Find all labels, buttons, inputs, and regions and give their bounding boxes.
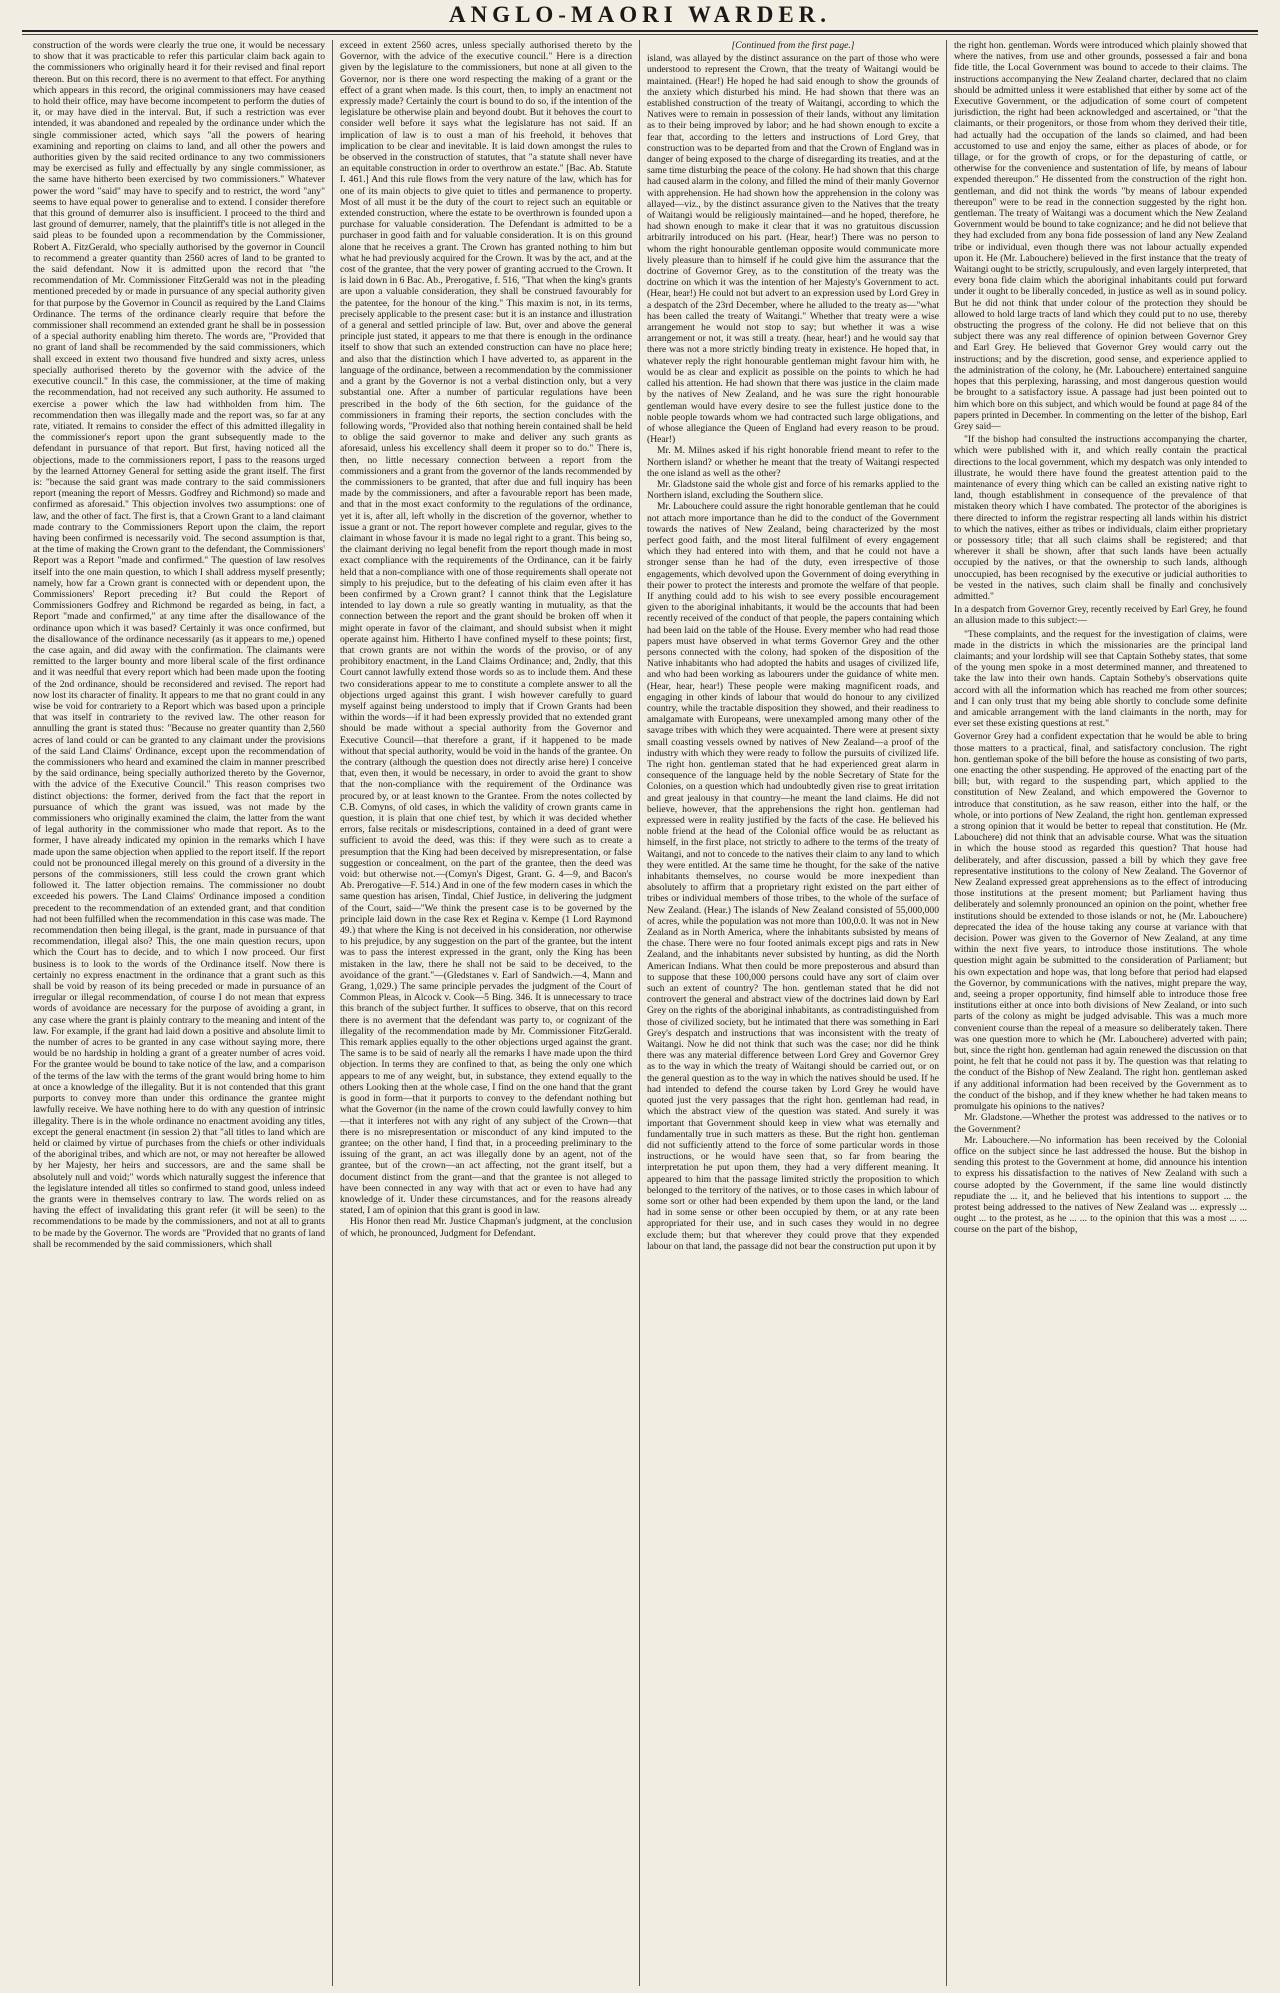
quotation: "If the bishop had consulted the instructions accompanying the charter, which were published with it, and which really contain the practical directions to the local government, which my despatch was only intended to illustrate, he would there have found the greatest attention paid to the maintenance of every thing which can be called an existing native right to land, though establishment in consequence of the prevalence of that mistaken theory which I have combated. The protector of the aborigines is there directed to inform the registrar respecting all lands within his district to which the natives, either as tribes or individuals, claim either proprietary or possessory title; that all such claims shall be registered; and that wherever it shall be shown, after that such lands have been actually occupied by the natives, or that the ownership to such lands, although unoccupied, has been recognised by the executive or judicial authorities to be vested in the natives, such claim shall be finally and conclusively admitted." (954, 434, 1247, 602)
masthead-rule (22, 30, 1258, 32)
column-2 (333, 40, 640, 1986)
paragraph: construction of the words were clearly the true one, it would be necessary to show that it was practicable to refer this particular claim back again to the commissioners who originally heard it for their revised and final report thereon. But on this record, there is no averment to that effect. For anything which appears in this record, the original commissioners may have ceased to hold their office, may have become incompetent to perform the duties of it, or may have died in the interval. But, if such a restriction was ever intended, it was abandoned and repealed by the ordinance under which the single commissioner acted, which says "all the powers of hearing examining and reporting on claims to land, and all other the powers and authorities given by the said recited ordinance to any two commissioners may be exercised as fully and effectually by any single commissioner, as the same have hitherto been exercised by two commissioners." Whatever power the word "said" may have to specify and to restrict, the word "any" seems to have equal power to generalise and to extend. I consider therefore that this ground of demurrer also is insufficient. I proceed to the third and last ground of demurrer, namely, that the plaintiff's title is not alleged in the said pleas to be founded upon a recommendation by the Commissioner, Robert A. FitzGerald, who specially authorised by the governor in Council to recommend a greater quantity than 2560 acres of land to be granted to the said defendant. Now it is admitted upon the record that "the recommendation of Mr. Commissioner FitzGerald was not in the pleading mentioned preceded by or made in pursuance of any special authority given for that purpose by the Governor in Council as required by the Land Claims Ordinance. The terms of the ordinance clearly require that before the commissioner shall recommend an extended grant he shall be in possession of a special authority enabling him thereto. The words are, "Provided that no grant of land shall be recommended by the said commissioners, which shall exceed in extent two thousand five hundred and sixty acres, unless specially authorised thereto by the governor with the advice of the executive council." In this case, the commissioner, at the time of making the recommendation, had not received any such authority. He assumed to exercise a power which the law had withholden from him. The recommendation then was illegally made and the report was, so far at any rate, vitiated. It remains to consider the effect of this admitted illegality in the commissioner's report upon the grant subsequently made to the defendant in pursuance of that report. But first, having noticed all the objections, made to the commissioners report, I pass to the reasons urged by the learned Attorney General for setting aside the grant itself. The first is: "because the said grant was made contrary to the said commissioners report (meaning the report of Messrs. Godfrey and Richmond) so made and confirmed as aforesaid." This objection involves two assumptions: one of law, and the other of fact. The first is, that a Crown Grant to a land claimant made contrary to the Commissioners Report upon the claim, the report having been confirmed is necessarily void. The second assumption is that, at the time of making the Crown grant to the defendant, the Commissioners' Report was a Report "made and confirmed." The question of law resolves itself into the one main question, to which I shall address myself presently; namely, how far a Crown grant is connected with or dependent upon, the Commissioners' Report preceding it? But could the Report of Commissioners Godfrey and Richmond be regarded as being, in fact, a Report "made and confirmed," at any time after the disallowance of the ordinance upon which it was based? Certainly it was once confirmed, but the disallowance of the ordinance necessarily (as it appears to me,) opened the case again, and did away with the confirmation. The claimants were remitted to the larger bounty and more liberal scale of the first ordinance and it was needful that every report which had been made upon the footing of the 2nd ordinance, should be reconsidered and revised. The report had now lost its character of finality. It appears to me that no grant could in any wise be void for contrariety to a Report which was based upon a principle that was itself in contrariety to the revived law. The other reason for annulling the grant is stated thus: "Because no greater quantity than 2,560 acres of land could or can be granted to any claimant under the provisions of the said Land Claims' Ordinance, except upon the recommendation of the commissioners who heard and examined the claim in manner prescribed by the said ordinance, being specially authorized thereto by the Governor, with the advice of the Executive Council." This reason comprises two distinct objections: the former, derived from the fact that the report in pursuance of which the grant was issued, was not made by the commissioners who originally examined the claim, the latter from the want of legal authority in the commissioner who made that report. As to the former, I have already indicated my opinion in the remarks which I have made upon the same objection when applied to the report itself. If the report could not be pronounced illegal merely on this ground of a diversity in the persons of the commissioners, still less could the crown grant which followed it. The latter objection remains. The commissioner no doubt exceeded his powers. The Land Claims' Ordinance imposed a condition precedent to the recommendation of an extended grant, and that condition had not been fulfilled when the recommendation in this case was made. The recommendation then being illegal, is the grant, made in pursuance of that recommendation, illegal also? This, the one main question recurs, upon which the Court has to decide, and to which I now proceed. Our first business is to look to the words of the Ordinance itself. Now there is certainly no express enactment in the ordinance that a grant such as this shall be void by reason of its being preceded or made in pursuance of an irregular or illegal recommendation, of course I do not mean that express words of avoidance are necessary for the purpose of avoiding a grant, in any case where the grant is plainly contrary to the meaning and intent of the law. For example, if the grant had laid down a positive and absolute limit to the number of acres to be granted in any case without saying more, there would be no hardship in holding a grant of a greater number of acres void. For the grantee would be bound to take notice of the law, and a comparison of the terms of the law with the terms of the grant would bring home to him at once a knowledge of the illegality. But it is not contended that this grant purports to convey more than under this ordinance the grantee might lawfully receive. We have nothing here to do with any question of intrinsic illegality. There is in the whole ordinance no enactment avoiding any titles, except the general enactment (in session 2) that "all titles to land which are held or claimed by virtue of purchases from the chiefs or other individuals of the aboriginal tribes, and which are not, or may not hereafter be allowed by her Majesty, her heirs and successors, are and the same shall be absolutely null and void;" words which naturally suggest the inference that the legislature intended all titles so confirmed to stand good, unless indeed the grants were in themselves contrary to law. The words relied on as having the effect of invalidating this grant refer (it will be seen) to the recommendations to be made by the commissioners, and not at all to grants to be made by the Governor. The words are "Provided that no grants of land shall be recommended by the said commissioners, which shall (33, 40, 325, 1250)
paragraph: island, was allayed by the distinct assurance on the part of those who were understood to represent the Crown, that the treaty of Waitangi would be maintained. (Hear!) He hoped he had said enough to show the grounds of the anxiety which disturbed his mind. He had shown that there was an established construction of the treaty of Waitangi, according to which the Natives were to remain in possession of their lands, without any limitation as to their being improved by labor; and he had shown enough to excite a fear that, according to the letters and instructions of Lord Grey, that construction was to be departed from and that the Crown of England was in danger of being exposed to the charge of disregarding its treaties, and at the same time disturbing the peace of the colony. He had shown that this charge had caused alarm in the colony, and filled the mind of their manly Governor with apprehension. He had shown how the apprehension in the colony was allayed—viz., by the distinct assurance given to the Natives that the treaty of Waitangi would be religiously maintained—and he hoped, therefore, he had shown enough to make it clear that it was no gratuitous discussion arbitrarily introduced on his part. (Hear, hear!) There was no person to whom the right honourable gentleman opposite would communicate more lively pleasure than to himself if he could give him the assurance that the doctrine of Governor Grey, as to the constitution of the treaty was the doctrine on which it was the intention of her Majesty's Government to act. (Hear, hear!) He could not but advert to an expression used by Lord Grey in a despatch of the 23rd December, where he alluded to the treaty as—"what has been called the treaty of Waitangi." Whether that treaty were a wise arrangement he would not stop to say; but whether it was a wise arrangement or not, it was still a treaty. (hear, hear!) and he would say that there was not a more strictly binding treaty in existence. He hoped that, in whatever reply the right honourable gentleman might favour him with, he would be as clear and explicit as possible on the points to which he had called his attention. He had shown that there was justice in the claim made by the natives of New Zealand, and he was sure the right honourable gentleman would have every desire to see the fullest justice done to the noble people towards whom we had contracted such large obligations, and of whose allegiance the Queen of England had every reason to be proud. (Hear!) (647, 53, 939, 446)
paragraph: exceed in extent 2560 acres, unless specially authorised thereto by the Governor, with the advice of the executive council." Here is a direction given by the legislature to the commissioners, but none at all given to the Governor, nor is there one word respecting the making of a grant or the effect of a grant when made. Is this court, then, to imply an enactment not expressly made? Certainly the court is bound to do so, if the intention of the legislature be otherwise plain and beyond doubt. But it behoves the court to consider well before it says what the legislature has not said. If an implication of law is to oust a man of his freehold, it behoves that implication to be clear and inevitable. It is laid down amongst the rules to be observed in the construction of statutes, that "a statute shall never have an equitable construction in order to overthrow an estate." [Bac. Ab. Statute I. 461.] And this rule flows from the very nature of the law, which has for one of its main objects to give quiet to titles and permanence to property. Most of all must it be the duty of the court to reject such an equitable or extended construction, where the estate to be overthrown is founded upon a purchase for valuable consideration. The Defendant is admitted to be a purchaser in good faith and for valuable consideration. It is on this ground alone that he receives a grant. The Crown has granted nothing to him but what he had previously acquired for the Crown. It was by the act, and at the cost of the grantee, that the very power of granting accrued to the Crown. It is laid down in 6 Bac. Ab., Prerogative, f. 516, "That when the king's grants are upon a valuable consideration, they shall be construed favourably for the patentee, for the honour of the king." This maxim is not, in its terms, precisely applicable to the present case: but it is an instance and illustration of a general and settled principle of law. But, over and above the general principle just stated, it appears to me that there is enough in the ordinance itself to show that such an extended construction can have no place here; and also that the distinction which I have adverted to, as apparent in the language of the ordinance, between a recommendation by the commissioner and a grant by the Governor is not a verbal distinction only, but a very substantial one. After a number of particular regulations have been prescribed in the body of the 6th section, for the guidance of the commissioners in framing their reports, the section concludes with the following words, "Provided also that nothing herein contained shall be held to oblige the said governor to make and deliver any such grants as aforesaid, unless his excellency shall deem it proper so to do." There is, then, no little necessary connection between a report from the commissioners and a grant from the governor of the lands recommended by the commissioners to be granted, that after due and full inquiry has been made by the commissioners, and after a favourable report has been made, and that in the most exact conformity to the regulations of the ordinance, yet it is, after all, left wholly in the discretion of the governor, whether to issue a grant or not. The report however complete and regular, gives to the claimant in whose favour it is made no legal right to a grant. This being so, the claimant deriving no legal benefit from the report though made in most exact compliance with the requirements of the Ordinance, can it be fairly held that a non-compliance with one of those requirements shall operate not simply to his prejudice, but to the defeating of his claim even after it has been confirmed by a Crown grant? I cannot think that the Legislature intended to lay down a rule so greatly wanting in mutuality, as that the connection between the report and the grant should be broken off when it might operate in favor of the claimant, and should subsist when it might operate against him. Hitherto I have confined myself to these points; first, that crown grants are not within the words of the proviso, or of any prohibitory enactment, in the Land Claims Ordinance; and, 2ndly, that this Court cannot lawfully extend those words so as to include them. And these two considerations appear to me to constitute a complete answer to all the objections urged against this grant. I wish however carefully to guard myself against being understood to imply that if Crown Grants had been within the words—if it had been expressly provided that no extended grant should be made without a special authority from the Governor and Executive Council—that therefore a grant, if it happened to be made without that special authority, would be void in the hands of the grantee. On the contrary (although the question does not directly arise here) I conceive that, even then, it would be necessary, in order to avoid the grant to show that the non-compliance with the requirement of the Ordinance was procured by, or at least known to the Grantee. From the notes collected by C.B. Comyns, of old cases, in which the validity of crown grants came in question, it is plain that one chief test, by which it was decided whether errors, false recitals or misdescriptions, contained in a deed of grant were sufficient to avoid the deed, was this: if they were such as to create a presumption that the King had been deceived by misrepresentation, or false suggestion or concealment, on the part of the grantee, then the deed was void: but otherwise not.—(Comyn's Digest, Grant. G. 4—9, and Bacon's Ab. Prerogative—F. 514.) And in one of the few modern cases in which the same question has arisen, Tindal, Chief Justice, in delivering the judgment of the Court, said—"We think the present case is to be governed by the principle laid down in the case Rex et Regina v. Kempe (1 Lord Raymond 49.) that where the King is not deceived in his consideration, nor otherwise to his prejudice, by any suggestion on the part of the grantee, but the intent was to pass the interest expressed in the grant, only the King has been mistaken in the law, there he shall not be said to be deceived, to the avoidance of the grant."—(Gledstanes v. Earl of Sandwich.—4, Mann and Grang, 1,029.) The same principle pervades the judgment of the Court of Common Pleas, in Alcock v. Cook—5 Bing. 346. It is unnecessary to trace this branch of the subject further. It suffices to observe, that on this record there is no averment that the defendant was party to, or cognizant of the illegality of the recommendation made by Mr. Commissioner FitzGerald. This remark applies equally to the other objections urged against the grant. The same is to be said of nearly all the remarks I have made upon the third objection. In terms they are confined to that, as being the only one which appears to me of any weight, but, in substance, they extend equally to the others Looking then at the whole case, I find on the one hand that the grant is good in form—that it purports to convey to the defendant nothing but what the Governor (in the name of the crown could lawfully convey to him—that it interferes not with any right of any subject of the Crown—that there is no misrepresentation or misconduct of any kind imputed to the grantee; on the other hand, I find that, in a proceeding preliminary to the issuing of the grant, an act was illegally done by an agent, not of the grantee, but of the crown—an act affecting, not the grant itself, but a document distinct from the grant—and that the grantee is not alleged to have been connected in any way with that act or even to have had any knowledge of it. Under these circumstances, and for the reasons already stated, I am of opinion that this grant is good in law. (340, 40, 632, 1217)
columns (26, 40, 1254, 1986)
column-4 (947, 40, 1254, 1986)
paragraph: His Honor then read Mr. Justice Chapman's judgment, at the conclusion of which, he pronounced, Judgment for Defendant. (340, 1216, 632, 1239)
column-3 (640, 40, 947, 1986)
paragraph: the right hon. gentleman. Words were introduced which plainly showed that where the natives, from use and other grounds, possessed a fair and bona fide title, the Local Government was bound to accede to their claims. The instructions accompanying the New Zealand charter, declared that no claim should be admitted unless it were established that either by some act of the Executive Government, or the adjudication of some court of competent jurisdiction, the right had been acknowledged and ascertained, or "that the claimants, or their progenitors, or those from whom they derived their title, had actually had the occupation of the lands so claimed, and had been accustomed to use and enjoy the same, either as places of abode, or for tillage, or for the growth of crops, or for the depasturing of cattle, or otherwise for the convenience and sustentation of life, by means of labour expended thereupon." He dissented from the construction of the right hon. gentleman, and did not think the words "by means of labour expended thereupon" were to be read in the connection suggested by the right hon. gentleman. The treaty of Waitangi was a document which the New Zealand Government would be bound to take cognizance; and he did not believe that they had excluded from any bona fide possession of land any New Zealand tribe or individual, even though there was not labour actually expended upon it. He (Mr. Labouchere) believed in the first instance that the treaty of Waitangi ought to be strictly, scrupulously, and even largely interpreted, that every bona fide claim which the aboriginal inhabitants could put forward under it ought to be liberally conceded, in justice as well as in sound policy. But he did not think that under colour of the protection they should be allowed to hold large tracts of land which they could put to no use, thereby obstructing the progress of the colony. He did not believe that on this subject there was any real difference of opinion between Governor Grey and Earl Grey. He believed that Governor Grey would carry out the instructions; and by the discretion, good sense, and experience applied to the administration of the colony, he (Mr. Labouchere) entertained sanguine hopes that this perplexing, harassing, and most dangerous question would be brought to a satisfactory issue. A passage had just been pointed out to him which bore on this subject, and which would be found at page 84 of the papers printed in December. In commenting on the letter of the bishop, Earl Grey said— (954, 40, 1247, 432)
paragraph: Mr. Gladstone.—Whether the protest was addressed to the natives or to the Government? (954, 1112, 1247, 1135)
column-1 (26, 40, 333, 1986)
paragraph: Mr. Labouchere could assure the right honorable gentleman that he could not attach more importance than he did to the conduct of the Government towards the natives of New Zealand, being characterized by the most perfect good faith, and the most literal fulfilment of every engagement which they had entered into with them, and that he could not have a stronger sense than he had of the duty, even irrespective of those engagements, which devolved upon the Government of doing everything in their power to protect the interests and promote the welfare of that people. If anything could add to his wish to see every possible encouragement given to the aboriginal inhabitants, it would be the accounts that had been recently received of the conduct of that people, the papers containing which had been laid on the table of the House. Every member who had read those papers must have observed in what terms Governor Grey and the other persons connected with the colony, had spoken of the disposition of the Native inhabitants who had adopted the habits and usages of civilized life, and who had been working as labourers under the guidance of white men. (Hear, hear, hear!) These people were making magnificent roads, and engaging in other kinds of labour that would do honour to any civilized country, while the tractable disposition they showed, and their readiness to amalgamate with Europeans, were unexampled among many other of the savage tribes with which they were acquainted. There were at present sixty small coasting vessels owned by natives of New Zealand—a proof of the industry with which they were ready to follow the pursuits of civilized life. The right hon. gentleman stated that he had experienced great alarm in consequence of the language held by the noble Secretary of State for the Colonies, on a question which had undoubtedly given rise to great irritation and great jealousy in that country—he meant the land claims. He did not believe, however, that the apprehensions the right hon. gentleman had expressed were in reality justified by the facts of the case. He believed his noble friend at the head of the Colonial office would be as reluctant as himself, in the first place, not strictly to adhere to the terms of the treaty of Waitangi, and not to concede to the natives their claim to any land to which they were entitled. At the same time he thought, for the sake of the native inhabitants themselves, no course would be more inexpedient than absolutely to affirm that a proprietary right existed on the part either of tribes or individual members of those tribes, to the whole of the surface of New Zealand. (Hear.) The islands of New Zealand consisted of 55,000,000 of acres, while the population was not more than 100,0.0. It was not in New Zealand as in North America, where the inhabitants subsisted by means of the chase. There were no four footed animals except pigs and rats in New Zealand, and the inhabitants never subsisted by hunting, as did the North American Indians. What then could be more preposterous and absurd than to suppose that these 100,000 persons could have any sort of claim over such an extent of country? The hon. gentleman stated that he did not controvert the general and abstract view of the doctrines laid down by Earl Grey on the rights of the aboriginal inhabitants, as contradistinguished from those of civilized society, but he intimated that there was something in Earl Grey's despatch and instructions that was inconsistent with the treaty of Waitangi. Now he did not think that such was the case; nor did he think there was any material difference between Lord Grey and Governor Grey as to the way in which the treaty of Waitangi should be carried out, or on the general question as to the way in which the natives should be used. If he had intended to defend the course taken by Lord Grey he would have quoted just the very passages that the right hon. gentleman had read, in which the abstract view of the question was stated. And surely it was important that Government should keep in view what was eternally and fundamentally true in such matters as these. But the right hon. gentleman did not sufficiently attend to the force of some particular words in those instructions, or he would have seen that, so far from bearing the interpretation he put upon them, they had a very different meaning. It appeared to him that the passage limited strictly the proposition to which belonged to the territory of the natives, or to those cases in which labour of some sort or other had been expended by them upon the land, or the land had in some sense or other been occupied by them, or at any rate been appropriated for their use, and in such cases they would in no degree exclude them; but that wherever they could prove that they expended labour on that land, the passage did not bear the construction put upon it by (647, 501, 939, 1252)
paragraph: Mr. Labouchere.—No information has been received by the Colonial office on the subject since he last addressed the house. But the bishop in sending this protest to the Government at home, did announce his intention to express his dissatisfaction to the natives of New Zealand with such a course adopted by the Government, if the same line would distinctly repudiate the ... it, and he believed that his intentions to support ... the protest being addressed to the natives of New Zealand was ... expressly ... ought ... to the protest, as he ... ... to the opinion that this was a most ... ... course on the part of the bishop, (954, 1134, 1247, 1236)
quotation: "These complaints, and the request for the investigation of claims, were made in the districts in which the missionaries are the principal land claimants; and your lordship will see that Captain Sotheby states, that some of the young men spoke in a most determined manner, and threatened to take the law into their own hands. Captain Sotheby's observations quite accord with all the information which has reached me from other sources; and I can only trust that my being able shortly to conclude some definite and amicable arrangement with the land claimants in the north, may for ever set these existing questions at rest." (954, 628, 1247, 730)
masthead-rule-thin (22, 34, 1258, 35)
paragraph: Mr. M. Milnes asked if his right honorable friend meant to refer to the Northern island? or whether he meant that the treaty of Waitangi respected the one island as well as the other? (647, 445, 939, 479)
paragraph: Mr. Gladstone said the whole gist and force of his remarks applied to the Northern island, excluding the Southern slice. (647, 478, 939, 502)
continued-notice: [Continued from the first page.] (731, 40, 855, 51)
paragraph: Governor Grey had a confident expectation that he would be able to bring those matters to a practical, final, and satisfactory conclusion. The right hon. gentleman spoke of the bill before the house as consisting of two parts, one enacting the other suspending. He approved of the enacting part of the bill; but, with regard to the suspending part, which applied to the constitution of New Zealand, and which empowered the Governor to introduce that constitution, as he saw reason, either into the half, or the whole, or into portions of New Zealand, the right hon. gentleman expressed a strong opinion that it would be better to repeal that constitution. He (Mr. Labouchere) did not think that an advisable course. What was the situation in which the house stood as regarded this question? That house had deliberately, and after discussion, passed a bill by which they gave free representative institutions to the colony of New Zealand. The Governor of New Zealand expressed great apprehensions as to the effect of introducing those institutions at the present moment; but Parliament having thus deliberately and solemnly pronounced an opinion on the point, whether free institutions should be extended to those islands or not, he (Mr. Labouchere) deprecated the idea of the house taking any course at variance with that decision. Power was given to the Governor of New Zealand, at any time within the next five years, to introduce those institutions. The whole question might again be submitted to the consideration of Parliament; but his own expectation and hope was, that long before that period had elapsed the Governor, by communications with the natives, might prepare the way, and, seeing a proper opportunity, find himself able to introduce those free institutions either at once into both divisions of New Zealand, or into such parts of the colony as might be judged advisable. This was a much more convenient course than the repeal of a measure so deliberately taken. There was one question more to which he (Mr. Labouchere) adverted with pain; but, since the right hon. gentleman had again renewed the discussion on that point, he felt that he could not pass it by. The question was that relating to the conduct of the Bishop of New Zealand. The right hon. gentleman asked if any additional information had been received by the Government as to the conduct of the bishop, and if they knew whether he had taken means to promulgate his opinions to the natives? (954, 731, 1247, 1113)
masthead (0, 0, 1280, 30)
paragraph: In a despatch from Governor Grey, recently received by Earl Grey, he found an allusion made to this subject:— (954, 604, 1247, 627)
newspaper-title: ANGLO-MAORI WARDER. (448, 2, 832, 27)
